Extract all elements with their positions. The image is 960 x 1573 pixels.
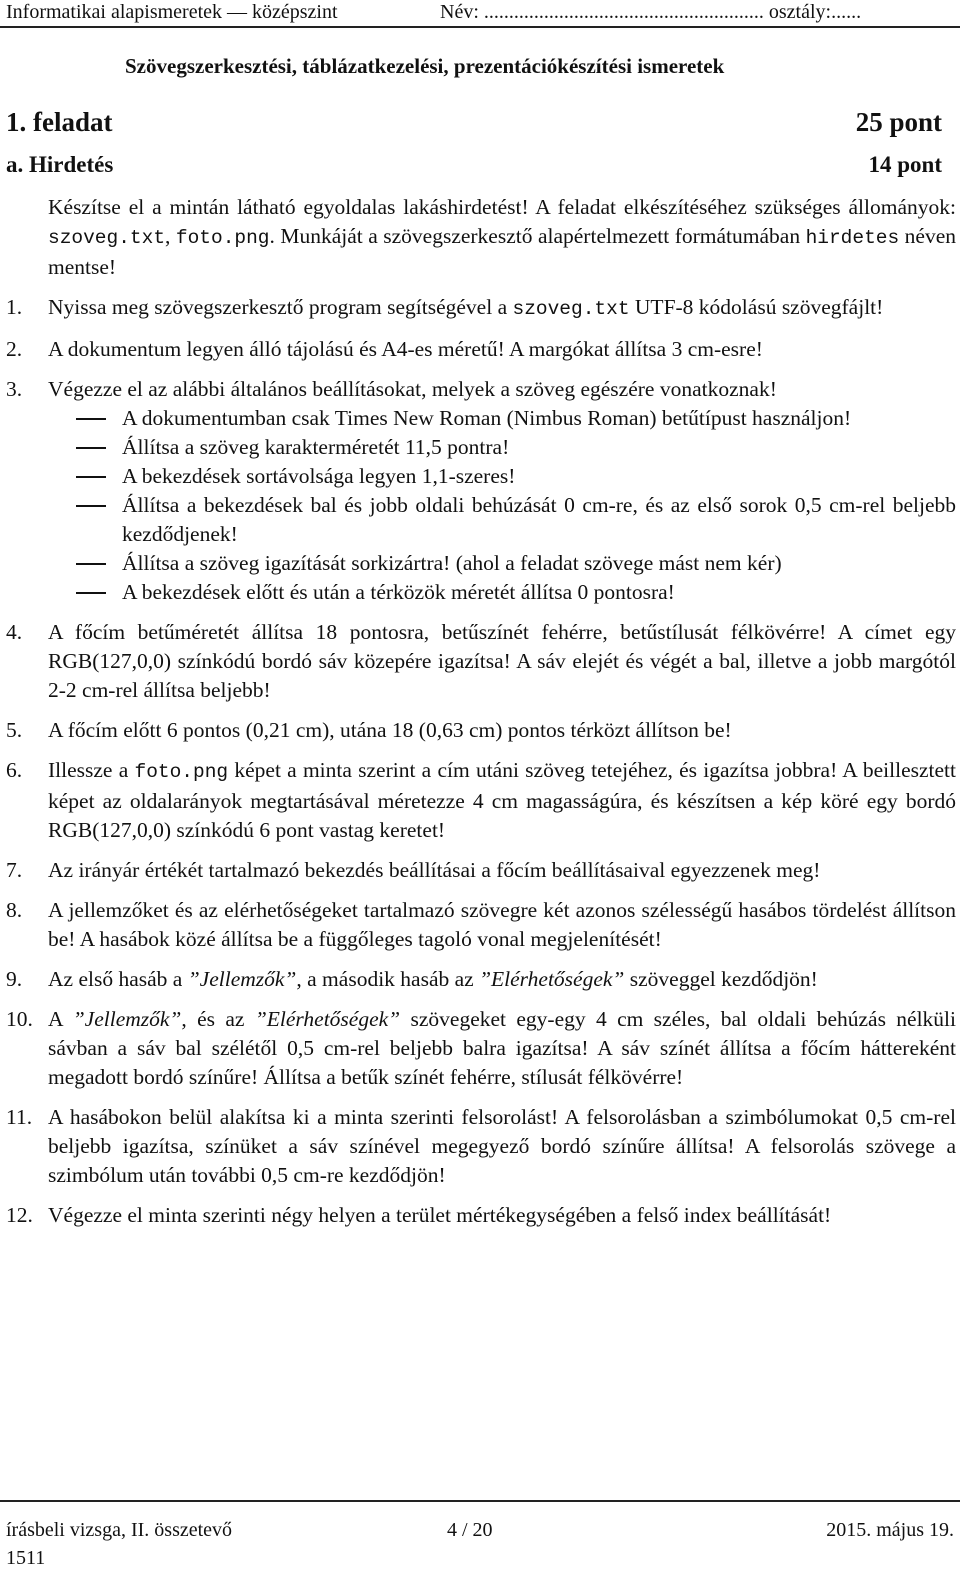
header-subject: Informatikai alapismeretek — középszint <box>6 1 338 23</box>
step-number: 7. <box>6 858 23 882</box>
step-list <box>6 293 957 1230</box>
sub-list <box>48 404 956 607</box>
filename: foto.png <box>175 227 270 249</box>
sub-item: Állítsa a bekezdések bal és jobb oldali behúzását 0 cm-re, és az első sorok 0,5 cm-rel beljebb kezdődjenek! <box>48 491 956 549</box>
section-subtitle: Szövegszerkesztési, táblázatkezelési, prezentációkészítési ismeretek <box>125 54 725 78</box>
step-item: 1. Nyissa meg szövegszerkesztő program segítségével a szoveg.txt UTF-8 kódolású szövegfájlt! <box>6 295 884 320</box>
step-item: 9. Az első hasáb a ”Jellemzők”, a második hasáb az ”Elérhetőségek” szöveggel kezdődjön! <box>48 965 956 994</box>
filename: szoveg.txt <box>48 227 166 249</box>
intro-paragraph: Készítse el a mintán látható egyoldalas lakáshirdetést! A feladat elkészítéséhez szükséges állományok: szoveg.txt, foto.png. Munkáját a szövegszerkesztő alapértelmezett formátumában hirdetes néven mentse! <box>48 195 957 279</box>
dash-icon <box>76 476 106 478</box>
subtask-title: a. Hirdetés <box>6 152 114 177</box>
filename: szoveg.txt <box>512 298 630 320</box>
step-number: 9. <box>6 967 23 991</box>
sub-item: A dokumentumban csak Times New Roman (Nimbus Roman) betűtípust használjon! <box>48 404 956 433</box>
footer-date: 2015. május 19. <box>826 1519 954 1541</box>
header-name-class: Név: ........................................................ osztály:...... <box>440 1 862 23</box>
step-item: 11. A hasábokon belül alakítsa ki a minta szerinti felsorolást! A felsorolásban a szimbólumokat 0,5 cm-rel beljebb igazítsa, színüket a sáv színével megegyező bordó színűre állítsa! A felsorolás szövege a szimbólum után további 0,5 cm-re kezdődjön! <box>6 1105 956 1187</box>
sub-item: A bekezdések sortávolsága legyen 1,1-szeres! <box>48 462 956 491</box>
filename: hirdetes <box>805 227 900 249</box>
step-number: 4. <box>6 620 23 644</box>
step-item: 4. A főcím betűméretét állítsa 18 pontosra, betűszínét fehérre, betűstílusát félkövérre! A címet egy RGB(127,0,0) színkódú bordó sáv közepére igazítsa! A sáv elejét és végét a bal, illetve a jobb margótól 2-2 cm-rel állítsa beljebb! <box>6 620 956 702</box>
dash-icon <box>76 447 106 449</box>
filename: foto.png <box>134 761 229 783</box>
task-body <box>6 193 957 1241</box>
step-item: 2. A dokumentum legyen álló tájolású és A4-es méretű! A margókat állítsa 3 cm-esre! <box>48 335 956 364</box>
step-number: 12. <box>6 1203 33 1227</box>
step-number: 11. <box>6 1105 33 1129</box>
subtask-points: 14 pont <box>868 152 942 177</box>
footer-code: 1511 <box>6 1547 46 1569</box>
step-item: 5. A főcím előtt 6 pontos (0,21 cm), utána 18 (0,63 cm) pontos térközt állítson be! <box>48 716 956 745</box>
dash-icon <box>76 563 106 565</box>
step-number: 8. <box>6 898 23 922</box>
step-item: 10. A ”Jellemzők”, és az ”Elérhetőségek” szövegeket egy-egy 4 cm széles, bal oldali behúzás nélküli sávban a sáv bal szélétől 0,5 cm-rel beljebb balra igazítsa! A sáv színét állítsa a főcím háttereként megadott bordó színűre! Állítsa a betűk színét fehérre, stílusát félkövérre! <box>6 1007 957 1089</box>
dash-icon <box>76 505 106 507</box>
step-number: 1. <box>6 295 23 319</box>
step-number: 3. <box>6 377 23 401</box>
footer-page-number: 4 / 20 <box>447 1519 493 1541</box>
footer-exam: írásbeli vizsga, II. összetevő <box>6 1519 233 1541</box>
step-number: 10. <box>6 1007 33 1031</box>
page-header <box>0 0 960 28</box>
dash-icon <box>76 418 106 420</box>
step-item: 3. Végezze el az alábbi általános beállításokat, melyek a szöveg egészére vonatkoznak! A dokumentumban csak Times New Roman (Nimbus Roman) betűtípust használjon! Állítsa a szöveg karakterméretét 11,5 pontra! A bekezdések sortávolsága legyen 1,1-szeres! Állítsa a bekezdések bal és jobb oldali behúzását 0 cm-re, és az első sorok 0,5 cm-rel beljebb kezdődjenek! Állítsa a szöveg igazítását sorkizártra! (ahol a feladat szövege mást nem kér) A bekezdések előtt és után a térközök méretét állítsa 0 pontosra! <box>48 375 956 607</box>
step-item: 7. Az irányár értékét tartalmazó bekezdés beállításai a főcím beállításaival egyezzenek meg! <box>48 856 956 885</box>
step-number: 2. <box>6 337 23 361</box>
task-title: 1. feladat <box>6 107 113 137</box>
step-item: 8. A jellemzőket és az elérhetőségeket tartalmazó szövegre két azonos szélességű hasábos tördelést állítson be! A hasábok közé állítsa be a függőleges tagoló vonal megjelenítését! <box>6 898 956 951</box>
sub-item: Állítsa a szöveg igazítását sorkizártra! (ahol a feladat szövege mást nem kér) <box>48 549 956 578</box>
sub-item: A bekezdések előtt és után a térközök méretét állítsa 0 pontosra! <box>48 578 956 607</box>
step-item: 6. Illessze a foto.png képet a minta szerint a cím utáni szöveg tetejéhez, és igazítsa jobbra! A beillesztett képet az oldalarányok megtartásával méretezze 4 cm magasságúra, és készítsen a kép köré egy bordó RGB(127,0,0) színkódú 6 pont vastag keretet! <box>6 758 956 842</box>
task-points: 25 pont <box>855 107 942 137</box>
dash-icon <box>76 592 106 594</box>
footer-divider <box>0 1500 960 1502</box>
sub-item: Állítsa a szöveg karakterméretét 11,5 pontra! <box>48 433 956 462</box>
step-number: 5. <box>6 718 23 742</box>
step-item: 12. Végezze el minta szerinti négy helyen a terület mértékegységében a felső index beállítását! <box>48 1201 956 1230</box>
step-number: 6. <box>6 758 23 782</box>
